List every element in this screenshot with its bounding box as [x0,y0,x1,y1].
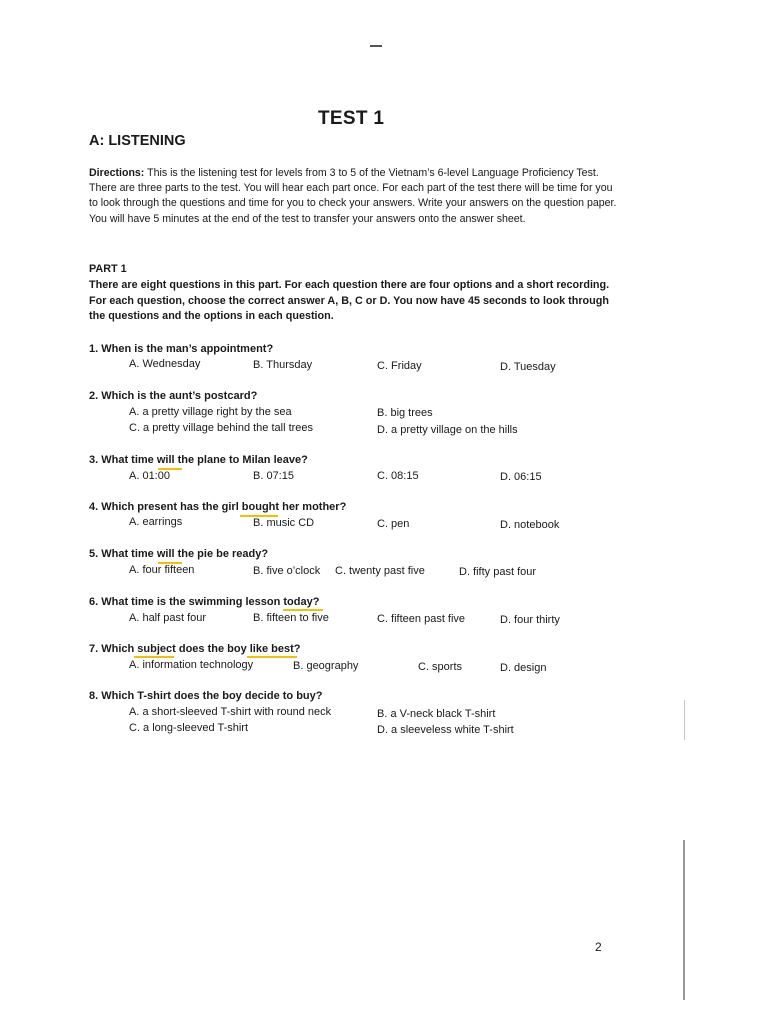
option-5a: A. four fifteen [129,564,195,576]
option-2b: B. big trees [377,407,433,419]
option-4b: B. music CD [253,517,315,529]
option-3c: C. 08:15 [377,470,419,482]
directions-label: Directions: [89,167,145,179]
scan-edge-mark [684,700,685,740]
test-title: TEST 1 [318,108,385,129]
option-1b: B. Thursday [253,359,313,371]
option-1c: C. Friday [377,360,422,372]
option-2d: D. a pretty village on the hills [377,424,518,436]
option-3a: A. 01:00 [129,470,170,482]
page-number: 2 [595,940,602,954]
question-4: 4. Which present has the girl bought her mother? [89,501,347,513]
question-1: 1. When is the man’s appointment? [89,343,274,355]
scan-mark [370,45,382,47]
option-5c: C. twenty past five [335,565,425,577]
option-7a: A. information technology [129,659,254,671]
question-7: 7. Which subject does the boy like best? [89,643,301,655]
option-6b: B. fifteen to five [253,612,329,624]
option-1a: A. Wednesday [129,358,201,370]
option-4d: D. notebook [500,519,560,531]
option-4c: C. pen [377,518,410,530]
option-3d: D. 06:15 [500,471,542,483]
option-8b: B. a V-neck black T-shirt [377,708,496,720]
highlight-like-best-q7 [247,656,297,658]
scan-edge-mark [683,840,685,1000]
question-6: 6. What time is the swimming lesson today? [89,596,320,608]
option-2a: A. a pretty village right by the sea [129,406,292,418]
option-5b: B. five o’clock [253,565,321,577]
option-7b: B. geography [293,660,359,672]
question-2: 2. Which is the aunt’s postcard? [89,390,258,402]
highlight-today-q6 [283,609,323,611]
part-intro: There are eight questions in this part. For each question there are four options and a short recording. For each question, choose the correct answer A, B, C or D. You now have 45 seconds to look through the questions and the options in each question. [89,279,610,323]
option-6c: C. fifteen past five [377,613,466,625]
part-label: PART 1 [89,263,127,275]
option-3b: B. 07:15 [253,470,294,482]
question-8: 8. Which T-shirt does the boy decide to buy? [89,690,323,702]
option-1d: D. Tuesday [500,361,556,373]
option-6d: D. four thirty [500,614,560,626]
highlight-subject-q7 [134,656,174,658]
option-7c: C. sports [418,661,463,673]
question-5: 5. What time will the pie be ready? [89,548,269,560]
option-4a: A. earrings [129,516,183,528]
directions-text: This is the listening test for levels from 3 to 5 of the Vietnam’s 6-level Language Proficiency Test. There are three parts to the test. You will hear each part once. For each part of the test there will be time for you to look through the questions and time for you to check your answers. Write your answers on the question paper. You will have 5 minutes at the end of the test to transfer your answers onto the answer sheet. [89,167,617,225]
option-7d: D. design [500,662,547,674]
section-title: A: LISTENING [89,133,186,149]
directions-paragraph [89,166,619,227]
option-8a: A. a short-sleeved T-shirt with round neck [129,706,332,718]
option-8c: C. a long-sleeved T-shirt [129,722,249,734]
question-3: 3. What time will the plane to Milan leave? [89,454,308,466]
option-5d: D. fifty past four [459,566,537,578]
option-6a: A. half past four [129,612,207,624]
option-2c: C. a pretty village behind the tall trees [129,422,314,434]
option-8d: D. a sleeveless white T-shirt [377,724,514,736]
